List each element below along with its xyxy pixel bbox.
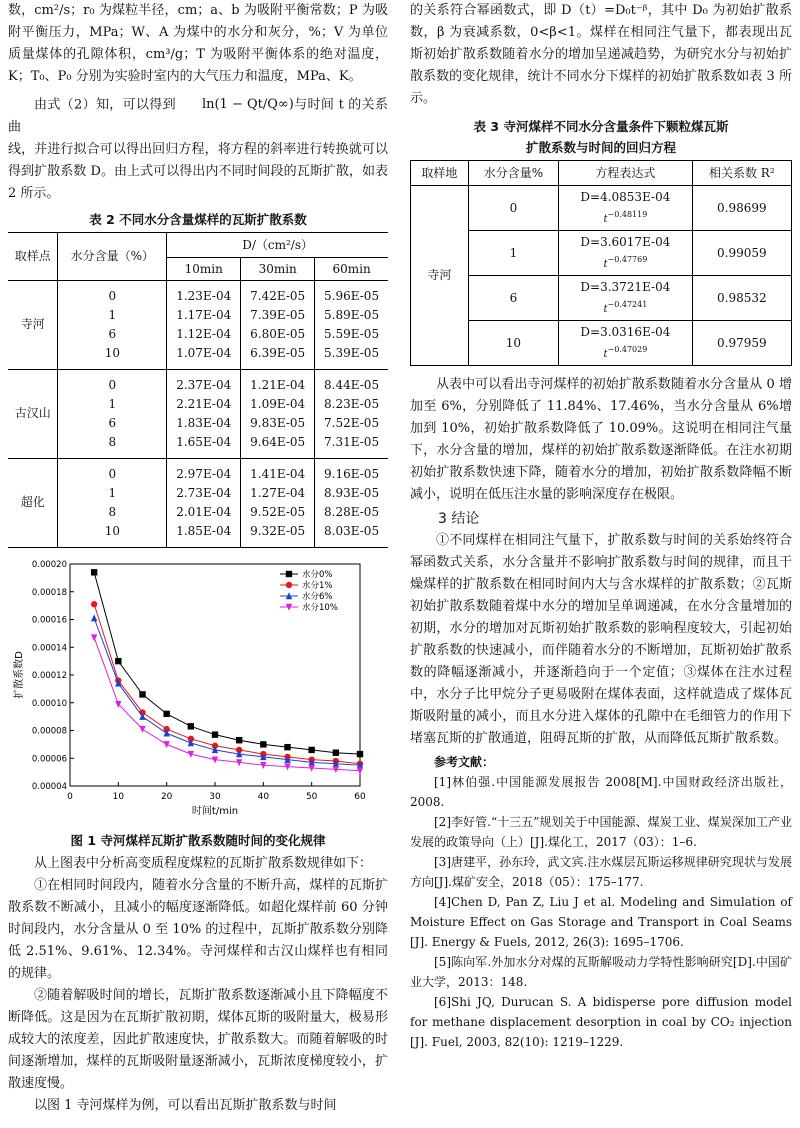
t3-eq-exp: −0.47241 [607, 299, 648, 309]
table3-caption-line1: 表 3 寺河煤样不同水分含量条件下颗粒煤瓦斯 [473, 119, 729, 134]
t2-value-cell: 9.83E-05 [241, 414, 315, 433]
references-title: 参考文献： [434, 755, 495, 769]
t3-equation-cell [559, 186, 693, 231]
x-tick-label: 60 [354, 791, 366, 802]
data-point [91, 569, 97, 575]
t2-value-cell: 8.03E-05 [315, 522, 388, 548]
x-tick-label: 50 [305, 791, 318, 802]
t2-row [8, 306, 388, 325]
t2-row [8, 433, 388, 459]
t3-eq-t: t [603, 303, 608, 315]
t3-equation-cell [559, 231, 693, 276]
t2-site: 古汉山 [8, 369, 58, 458]
t3-eq-t: t [603, 213, 608, 225]
t2-value-cell: 1.21E-04 [241, 369, 315, 395]
t2-water-cell: 1 [58, 395, 167, 414]
references-list [410, 772, 792, 1052]
t2-value-cell: 9.32E-05 [241, 522, 315, 548]
t2-head-site: 取样点 [8, 232, 58, 280]
x-tick-label: 30 [209, 791, 221, 802]
t2-value-cell: 7.52E-05 [324, 415, 380, 430]
data-point [91, 614, 97, 621]
para-point2: ②随着解吸时间的增长，瓦斯扩散系数逐渐减小且下降幅度不断降低。这是因为在瓦斯扩散初期，煤体瓦斯的吸附量大，极易形成较大的浓度差，因此扩散速度快，扩散系数大。而随着解吸的时间逐渐增加，煤样的瓦斯吸附量逐渐减小，瓦斯浓度梯度较小，扩散速度慢。 [8, 987, 388, 1091]
data-point [91, 601, 97, 607]
t2-value-cell: 1.09E-04 [241, 395, 315, 414]
t2-water-cell: 8 [58, 503, 167, 522]
t2-water-cell: 10 [58, 522, 167, 548]
t3-eq-top: D=3.6017E-04 [580, 234, 671, 249]
t3-eq-exp: −0.47769 [607, 254, 648, 264]
reference-item: [3]唐建平，孙东玲，武文宾.注水煤层瓦斯运移规律研究现状与发展方向[J].煤矿安全，2018（05）：175–177. [410, 855, 792, 889]
t2-head-30min: 30min [241, 257, 315, 280]
t3-row [411, 186, 792, 231]
t2-row [8, 503, 388, 522]
data-point [260, 741, 266, 747]
y-axis-label: 扩散系数D [14, 650, 25, 699]
y-tick-label: 0.00004 [31, 781, 67, 792]
t2-value-cell: 7.31E-05 [315, 433, 388, 459]
t3-eq-bottom [561, 206, 690, 228]
t2-value-cell: 1.85E-04 [167, 522, 241, 548]
t3-water-cell: 10 [468, 321, 559, 366]
reference-item: [4]Chen D, Pan Z, Liu J et al. Modeling and Simulation of Moisture Effect on Gas Storage and Transport in Coal Seams [J]. Energy & Fuels, 2012, 26(3): 1695–1706. [410, 895, 792, 949]
t2-value-cell: 2.97E-04 [167, 458, 241, 484]
t2-value-cell: 1.65E-04 [167, 433, 241, 459]
t2-value-cell: 7.39E-05 [241, 306, 315, 325]
t2-row [8, 414, 388, 433]
para-formula [8, 94, 388, 139]
t3-r2-cell: 0.98532 [692, 276, 791, 321]
para-analysis-intro: 从上图表中分析高变质程度煤粒的瓦斯扩散系数规律如下： [34, 855, 373, 871]
t2-water-cell: 8 [58, 433, 167, 459]
t2-water-cell: 0 [58, 458, 167, 484]
legend-marker [286, 570, 292, 576]
t2-row [8, 344, 388, 370]
reference-item: [5]陈向军.外加水分对煤的瓦斯解吸动力学特性影响研究[D].中国矿业大学，2013：148. [410, 955, 792, 989]
data-point [308, 746, 314, 752]
t2-water-cell: 6 [58, 325, 167, 344]
data-point [163, 741, 169, 748]
t3-r2-cell: 0.97959 [692, 321, 791, 366]
t2-value-cell: 9.16E-05 [324, 466, 380, 481]
t2-row [8, 395, 388, 414]
section-conclusion-title: 3 结论 [438, 511, 480, 527]
t3-eq-top: D=4.0853E-04 [580, 189, 671, 204]
t3-row [411, 321, 792, 366]
reference-item: [1]林伯强.中国能源发展报告 2008[M].中国财政经济出版社，2008. [410, 775, 792, 809]
t2-value-cell: 5.59E-05 [324, 326, 380, 341]
t2-water-cell: 10 [58, 344, 167, 370]
formula-post: 与时间 t 的关系曲 [8, 97, 388, 135]
y-tick-label: 0.00010 [31, 698, 67, 709]
y-tick-label: 0.00006 [31, 753, 67, 764]
data-point [212, 731, 218, 737]
data-point [115, 657, 121, 663]
t2-water-cell: 6 [58, 414, 167, 433]
table2 [8, 232, 388, 548]
y-tick-label: 0.00020 [31, 559, 67, 570]
data-point [91, 634, 97, 641]
t2-water-cell: 0 [58, 369, 167, 395]
t2-value-cell: 1.41E-04 [241, 458, 315, 484]
formula-pre: 由式（2）知，可以得到 [34, 97, 176, 113]
t3-eq-top: D=3.3721E-04 [580, 279, 671, 294]
t3-head-water: 水分含量% [468, 161, 559, 186]
t2-head-d: D/（cm²/s） [167, 232, 388, 257]
t2-value-cell: 1.23E-04 [167, 280, 241, 306]
t3-eq-bottom [561, 296, 690, 318]
y-tick-label: 0.00018 [31, 587, 67, 598]
legend-label: 水分6% [302, 591, 333, 602]
t2-value-cell: 8.44E-05 [324, 377, 380, 392]
formula-ln: ln(1 − Qt/Q∞) [201, 97, 294, 112]
y-tick-label: 0.00008 [31, 726, 67, 736]
t2-value-cell: 2.37E-04 [167, 369, 241, 395]
t3-water-cell: 1 [468, 231, 559, 276]
para-regression: 线，并进行拟合可以得出回归方程，将方程的斜率进行转换就可以得到扩散系数 D。由上式可以得出内不同时间段的瓦斯扩散，如表 2 所示。 [8, 141, 388, 201]
t2-value-cell: 5.96E-05 [324, 288, 380, 303]
table3 [410, 160, 792, 366]
y-tick-label: 0.00012 [31, 670, 67, 681]
x-tick-label: 0 [67, 791, 73, 802]
t2-value-cell: 9.52E-05 [241, 503, 315, 522]
t2-value-cell: 1.17E-04 [167, 306, 241, 325]
t3-head-eq: 方程表达式 [559, 161, 693, 186]
t2-value-cell: 2.21E-04 [167, 395, 241, 414]
t3-r2-cell: 0.99059 [692, 231, 791, 276]
t2-head-60min: 60min [315, 257, 388, 280]
legend-marker [286, 581, 292, 587]
t2-row [8, 484, 388, 503]
t2-value-cell: 2.01E-04 [167, 503, 241, 522]
data-point [139, 725, 145, 732]
t3-eq-exp: −0.48119 [607, 209, 648, 219]
t3-head-r2: 相关系数 R² [692, 161, 791, 186]
right-column [410, 0, 792, 1052]
data-point [236, 737, 242, 743]
t3-r2-cell: 0.98699 [692, 186, 791, 231]
data-point [333, 749, 339, 755]
y-tick-label: 0.00014 [31, 642, 67, 653]
data-point [357, 750, 363, 756]
x-tick-label: 20 [160, 791, 173, 802]
t2-site: 超化 [8, 458, 58, 547]
t2-row [8, 280, 388, 306]
t2-value-cell: 8.28E-05 [324, 504, 380, 519]
data-point [284, 743, 290, 749]
t2-value-cell: 2.73E-04 [167, 484, 241, 503]
figure1-chart [8, 554, 388, 826]
data-point [188, 723, 194, 729]
t2-value-cell: 6.80E-05 [241, 325, 315, 344]
para-variables: 数，cm²/s；r₀ 为煤粒半径，cm；a、b 为吸附平衡常数；P 为吸附平衡压力，MPa；W、A 为煤中的水分和灰分，%；V 为单位质量煤体的孔隙体积，cm³/g；T 为吸附平衡体系的绝对温度，K；T₀、P₀ 分别为实验时室内的大气压力和温度，MPa、K。 [8, 3, 388, 84]
t2-value-cell: 5.89E-05 [324, 307, 380, 322]
reference-item: [2]李好管.“十三五”规划关于中国能源、煤炭工业、煤炭深加工产业发展的政策导向（上）[J].煤化工，2017（03）：1–6. [410, 815, 792, 849]
t2-water-cell: 1 [58, 306, 167, 325]
t2-value-cell: 1.83E-04 [167, 414, 241, 433]
t3-head-site: 取样地 [411, 161, 469, 186]
data-point [163, 710, 169, 716]
series-line [94, 604, 360, 764]
legend-label: 水分1% [302, 580, 333, 591]
t2-row [8, 369, 388, 395]
x-tick-label: 40 [257, 791, 270, 802]
para-conclusion: ①不同煤样在相同注气量下，扩散系数与时间的关系始终符合幂函数式关系，水分含量并不影响扩散系数与时间的规律，而且干燥煤样的扩散系数在相同时间内大与含水煤样的扩散系数；②瓦斯初始扩散系数随着煤中水分的增加呈单调递减，在水分含量增加的初期，水分的增加对瓦斯初始扩散系数的影响程度较大，引起初始扩散系数的快速减小，而伴随着水分的不断增加，瓦斯初始扩散系数的降幅逐渐减小，并逐渐趋向于一个定值；③煤体在注水过程中，水分子比甲烷分子更易吸附在煤体表面，这样就造成了煤体瓦斯吸附量的减小，而且水分进入煤体的孔隙中在毛细管力的作用下堵塞瓦斯的扩散通道，阻碍瓦斯的扩散，从而降低瓦斯扩散系数。 [410, 533, 792, 746]
series-line [94, 618, 360, 765]
table3-caption-line2: 扩散系数与时间的回归方程 [525, 140, 676, 155]
left-column [8, 0, 388, 1117]
para-power-law: 的关系符合幂函数式，即 D（t）=D₀t⁻ᵝ，其中 D₀ 为初始扩散系数，β 为衰减系数，0<β<1。煤样在相同注气量下，都表现出瓦斯初始扩散系数随着水分的增加呈递减趋势，为研究水分与初始扩散系数的变化规律，统计不同水分下煤样的初始扩散系数如表 3 所示。 [410, 3, 792, 106]
t2-site: 寺河 [8, 280, 58, 369]
x-axis-label: 时间t/min [191, 805, 239, 817]
t3-eq-bottom [561, 251, 690, 273]
t3-eq-exp: −0.47029 [607, 344, 648, 354]
t3-row [411, 231, 792, 276]
t2-value-cell: 9.64E-05 [241, 433, 315, 459]
t2-head-10min: 10min [167, 257, 241, 280]
t3-site: 寺河 [411, 186, 469, 366]
para-table3-analysis: 从表中可以看出寺河煤样的初始扩散系数随着水分含量从 0 增加至 6%，分别降低了 11.84%、17.46%，当水分含量从 6%增加到 10%，初始扩散系数降低了 10.09%。这说明在相同注气量下，水分含量的增加，煤样的初始扩散系数逐渐降低。在注水初期初始扩散系数快速下降，随着水分的增加，初始扩散系数降幅不断减小，说明在低压注水量的影响深度存在极限。 [410, 377, 792, 502]
t3-water-cell: 0 [468, 186, 559, 231]
reference-item: [6]Shi JQ, Durucan S. A bidisperse pore diffusion model for methane displacement desorption in coal by CO₂ injection [J]. Fuel, 2003, 82(10): 1219–1229. [410, 995, 792, 1049]
t2-row [8, 325, 388, 344]
t2-value-cell: 1.12E-04 [167, 325, 241, 344]
t3-eq-t: t [603, 348, 608, 360]
t3-row [411, 276, 792, 321]
figure1-caption: 图 1 寺河煤样瓦斯扩散系数随时间的变化规律 [70, 832, 326, 848]
t3-eq-t: t [603, 258, 608, 270]
t2-value-cell: 6.39E-05 [241, 344, 315, 370]
t2-value-cell: 1.27E-04 [241, 484, 315, 503]
t3-equation-cell [559, 276, 693, 321]
para-bottom: 以图 1 寺河煤样为例，可以看出瓦斯扩散系数与时间 [34, 1097, 337, 1113]
x-tick-label: 10 [112, 791, 125, 802]
t2-value-cell: 1.07E-04 [167, 344, 241, 370]
t3-equation-cell [559, 321, 693, 366]
table2-caption: 表 2 不同水分含量煤样的瓦斯扩散系数 [89, 211, 307, 227]
t3-eq-bottom [561, 341, 690, 363]
t3-water-cell: 6 [468, 276, 559, 321]
data-point [139, 691, 145, 697]
t2-value-cell: 5.39E-05 [315, 344, 388, 370]
y-tick-label: 0.00016 [31, 615, 67, 625]
t2-value-cell: 8.23E-05 [324, 396, 380, 411]
legend-label: 水分10% [302, 602, 338, 613]
t2-water-cell: 1 [58, 484, 167, 503]
t2-row [8, 522, 388, 548]
para-point1: ①在相同时间段内，随着水分含量的不断升高，煤样的瓦斯扩散系数不断减小，且减小的幅度逐渐降低。如超化煤样前 60 分钟时间段内，水分含量从 0 至 10% 的过程中，瓦斯扩散系数分别降低 2.51%、9.61%、12.34%。寺河煤样和古汉山煤样也有相同的规律。 [8, 877, 388, 981]
legend-label: 水分0% [302, 569, 333, 580]
t2-value-cell: 7.42E-05 [241, 280, 315, 306]
t2-head-water: 水分含量（%） [58, 232, 167, 280]
t2-water-cell: 0 [58, 280, 167, 306]
t2-value-cell: 8.93E-05 [324, 485, 380, 500]
t3-eq-top: D=3.0316E-04 [580, 324, 671, 339]
t2-row [8, 458, 388, 484]
